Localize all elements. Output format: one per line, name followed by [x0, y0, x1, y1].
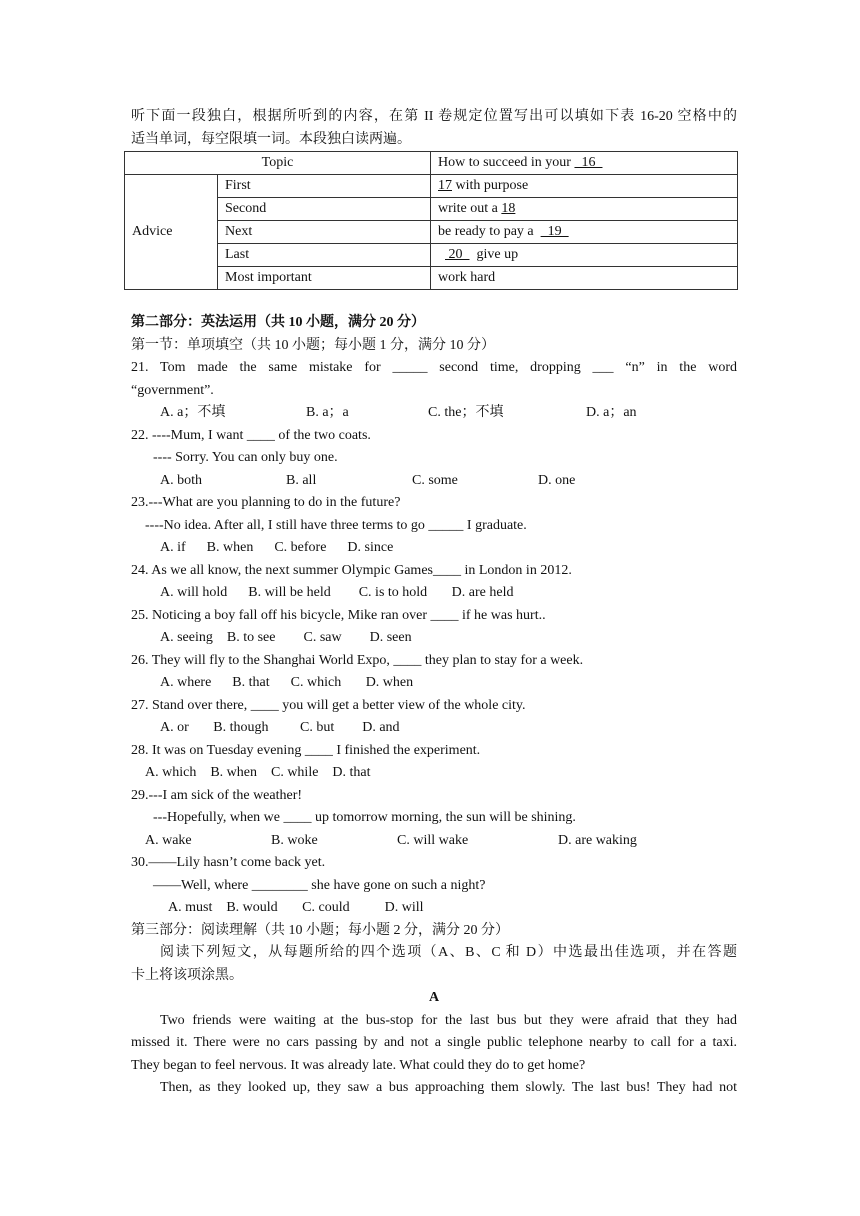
question-options: A. where B. that C. which D. when	[160, 675, 414, 690]
option: D. a；an	[586, 405, 637, 420]
blank-18: 18	[501, 201, 516, 216]
blank-16: 16	[574, 155, 603, 170]
question-options: A. or B. though C. but D. and	[160, 720, 400, 735]
step-label: Last	[218, 244, 431, 267]
step-label: First	[218, 175, 431, 198]
page-content	[131, 106, 737, 1100]
option: C. some	[412, 472, 458, 488]
question-stem: 21. Tom made the same mistake for _____ second time, dropping ___ “n” in the word	[131, 360, 737, 375]
section-heading: 第三部分：阅读理解（共 10 小题；每小题 2 分，满分 20 分）	[131, 922, 509, 938]
question-stem: 28. It was on Tuesday evening ____ I finished the experiment.	[131, 742, 481, 758]
topic-value: How to succeed in your 16	[431, 152, 738, 175]
option: D. are waking	[558, 832, 637, 848]
instruction-line: 阅读下列短文，从每题所给的四个选项（A、B、C 和 D）中选最出佳选项，并在答题	[160, 945, 737, 960]
option: B. a；a	[306, 405, 349, 420]
question-options	[131, 830, 737, 853]
instruction-line: 卡上将该项涂黑。	[131, 967, 243, 983]
step-value: be ready to pay a 19	[431, 221, 738, 244]
step-value: write out a 18	[431, 198, 738, 221]
question-stem: 25. Noticing a boy fall off his bicycle, Mike ran over ____ if he was hurt..	[131, 607, 546, 623]
question-stem: ----No idea. After all, I still have three terms to go _____ I graduate.	[145, 517, 527, 533]
question-stem: 23.---What are you planning to do in the future?	[131, 495, 401, 510]
step-value: 17 with purpose	[431, 175, 738, 198]
intro-line: 适当单词，每空限填一词。本段独白读两遍。	[131, 131, 411, 147]
question-options: A. if B. when C. before D. since	[160, 540, 394, 555]
question-stem: 22. ----Mum, I want ____ of the two coats.	[131, 427, 371, 443]
passage-line: missed it. There were no cars passing by and not a single public telephone nearby to call for a taxi.	[131, 1035, 737, 1050]
passage-title: A	[428, 990, 440, 1005]
question-options: A. will hold B. will be held C. is to hold D. are held	[160, 585, 514, 600]
question-stem: 29.---I am sick of the weather!	[131, 787, 303, 803]
intro-line: 听下面一段独白，根据所听到的内容，在第 II 卷规定位置写出可以填如下表 16-20 空格中的	[131, 109, 737, 124]
option: D. one	[538, 472, 576, 488]
section-heading: 第二部分：英法运用（共 10 小题，满分 20 分）	[131, 315, 425, 330]
blank-19: 19	[540, 224, 569, 239]
question-stem: ---- Sorry. You can only buy one.	[153, 450, 338, 465]
question-options: A. must B. would C. could D. will	[168, 900, 424, 915]
table-row	[125, 152, 738, 175]
passage-line: They began to feel nervous. It was already late. What could they do to get home?	[131, 1057, 586, 1073]
blank-20: 20	[445, 247, 470, 262]
question-stem: 30.——Lily hasn’t come back yet.	[131, 855, 326, 870]
option: C. will wake	[397, 832, 469, 848]
passage-line: Two friends were waiting at the bus-stop for the last bus but they were afraid that they had	[160, 1012, 737, 1028]
question-stem: “government”.	[131, 382, 214, 398]
option: B. all	[286, 472, 317, 488]
advice-label: Advice	[125, 175, 218, 290]
option: C. the；不填	[428, 405, 504, 420]
blank-17: 17	[438, 178, 452, 193]
option: A. both	[160, 472, 202, 488]
option: A. a；不填	[160, 405, 226, 420]
question-options	[131, 402, 737, 425]
step-label: Second	[218, 198, 431, 221]
question-stem: ---Hopefully, when we ____ up tomorrow morning, the sun will be shining.	[153, 810, 576, 825]
question-stem: 26. They will fly to the Shanghai World Expo, ____ they plan to stay for a week.	[131, 652, 584, 668]
passage-line: Then, as they looked up, they saw a bus approaching them slowly. The last bus! They had not	[160, 1080, 737, 1095]
listening-table	[124, 151, 738, 290]
question-stem: 27. Stand over there, ____ you will get a better view of the whole city.	[131, 697, 526, 713]
table-row	[125, 175, 738, 198]
option: A. wake	[145, 832, 192, 848]
option: B. woke	[271, 832, 318, 848]
step-label: Most important	[218, 267, 431, 290]
step-label: Next	[218, 221, 431, 244]
section-subheading: 第一节：单项填空（共 10 小题；每小题 1 分，满分 10 分）	[131, 337, 495, 353]
question-options	[131, 470, 737, 493]
question-stem: 24. As we all know, the next summer Olympic Games____ in London in 2012.	[131, 562, 572, 578]
question-stem: ——Well, where ________ she have gone on such a night?	[153, 877, 486, 893]
question-options: A. seeing B. to see C. saw D. seen	[160, 630, 412, 645]
question-options: A. which B. when C. while D. that	[145, 765, 371, 780]
topic-label: Topic	[125, 152, 431, 175]
step-value: 20 give up	[431, 244, 738, 267]
step-value: work hard	[431, 267, 738, 290]
